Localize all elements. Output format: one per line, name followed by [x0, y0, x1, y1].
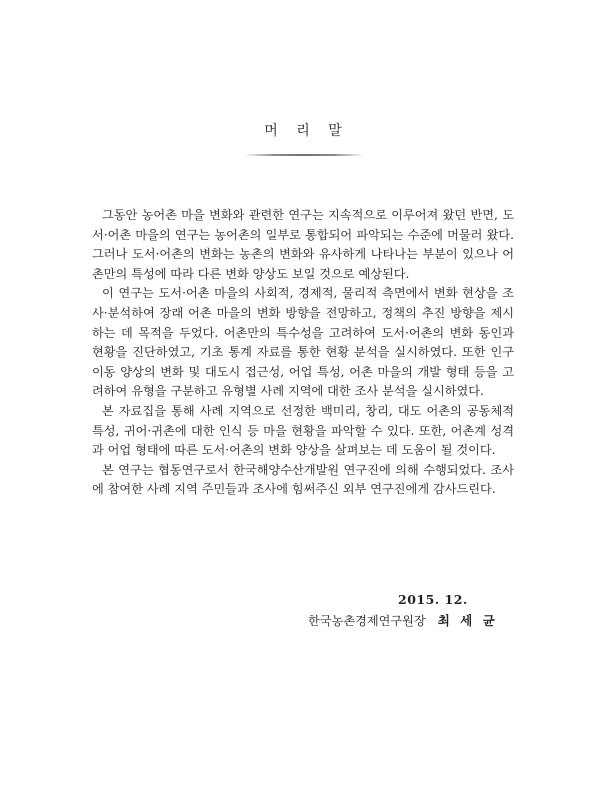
paragraph: 본 자료집을 통해 사례 지역으로 선정한 백미리, 창리, 대도 어촌의 공동체적 특성, 귀어·귀촌에 대한 인식 등 마을 현황을 파악할 수 있다. 또한, 어촌계 성격과 어업 형태에 따른 도서·어촌의 변화 양상을 살펴보는 데 도움이 될 것이다. [92, 403, 514, 458]
title-divider [244, 154, 364, 156]
date: 2015. 12. [398, 592, 468, 607]
page-title: 머 리 말 [264, 123, 342, 139]
signature-org-title: 한국농촌경제연구원장 [308, 614, 426, 628]
preface-body [92, 206, 514, 500]
signature-name: 최 세 균 [437, 613, 498, 628]
signature [308, 611, 514, 629]
paragraph: 본 연구는 협동연구로서 한국해양수산개발원 연구진에 의해 수행되었다. 조사에 참여한 사례 지역 주민들과 조사에 힘써주신 외부 연구진에게 감사드린다. [92, 462, 514, 497]
paragraph: 그동안 농어촌 마을 변화와 관련한 연구는 지속적으로 이루어져 왔던 반면, 도서·어촌 마을의 연구는 농어촌의 일부로 통합되어 파악되는 수준에 머물러 왔다. 그러나 도서·어촌의 변화는 농촌의 변화와 유사하게 나타나는 부분이 있으나 어촌만의 특성에 따라 다른 변화 양상도 보일 것으로 예상된다. [92, 208, 514, 281]
paragraph: 이 연구는 도서·어촌 마을의 사회적, 경제적, 물리적 측면에서 변화 현상을 조사·분석하여 장래 어촌 마을의 변화 방향을 전망하고, 정책의 추진 방향을 제시하는 데 목적을 두었다. 어촌만의 특수성을 고려하여 도서·어촌의 변화 동인과 현황을 진단하였고, 기초 통계 자료를 통한 현황 분석을 실시하였다. 또한 인구이동 양상의 변화 및 대도시 접근성, 어업 특성, 어촌 마을의 개발 형태 등을 고려하여 유형을 구분하고 유형별 사례 지역에 대한 조사 분석을 실시하였다. [92, 286, 514, 399]
